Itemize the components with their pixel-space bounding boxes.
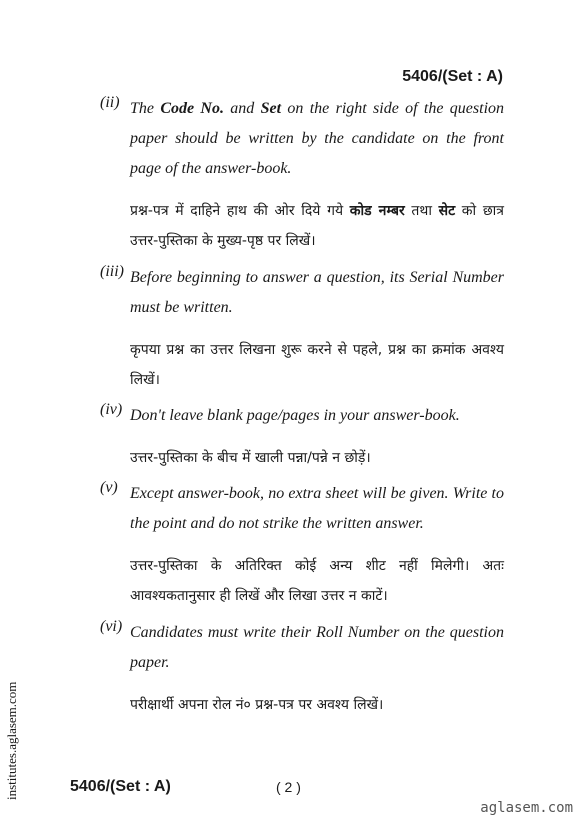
page-number: ( 2 ): [276, 779, 301, 795]
instruction-number: (vi): [100, 618, 123, 635]
instruction-item-ii: [100, 94, 504, 256]
watermark: aglasem.com: [480, 800, 573, 816]
instruction-hindi: उत्तर-पुस्तिका के अतिरिक्त कोई अन्य शीट नहीं मिलेगी। अतः आवश्यकतानुसार ही लिखें और लिखा उत्तर न काटें।: [130, 558, 504, 604]
paper-code-header: 5406/(Set : A): [402, 68, 503, 85]
instruction-item-iv: [100, 401, 504, 473]
instruction-item-iii: [100, 263, 504, 395]
instruction-number: (iii): [100, 263, 124, 280]
instruction-item-vi: [100, 618, 504, 720]
instruction-hindi: उत्तर-पुस्तिका के बीच में खाली पन्ना/पन्ने न छोड़ें।: [130, 450, 371, 466]
set-hindi-emphasis: सेट: [438, 203, 456, 219]
instruction-number: (v): [100, 479, 118, 496]
side-source-text: institutes.aglasem.com: [4, 681, 19, 800]
instruction-english: Candidates must write their Roll Number on the question paper.: [130, 624, 504, 671]
instruction-english: The Code No. and Set on the right side of the question paper should be written by the candidate on the front page of the answer-book.: [130, 100, 505, 177]
instruction-hindi: प्रश्न-पत्र में दाहिने हाथ की ओर दिये गये कोड नम्बर तथा सेट को छात्र उत्तर-पुस्तिका के मुख्य-पृष्ठ पर लिखें।: [130, 203, 505, 249]
set-emphasis: Set: [260, 100, 282, 117]
instruction-english: Don't leave blank page/pages in your answer-book.: [130, 407, 460, 424]
instruction-hindi: परीक्षार्थी अपना रोल नं० प्रश्न-पत्र पर अवश्य लिखें।: [130, 697, 384, 713]
code-number-hindi-emphasis: कोड नम्बर: [349, 203, 405, 219]
instruction-english: Before beginning to answer a question, its Serial Number must be written.: [130, 269, 504, 316]
instruction-number: (ii): [100, 94, 120, 111]
instruction-hindi: कृपया प्रश्न का उत्तर लिखना शुरू करने से पहले, प्रश्न का क्रमांक अवश्य लिखें।: [130, 342, 504, 388]
code-no-emphasis: Code No.: [160, 100, 224, 117]
instruction-english: Except answer-book, no extra sheet will be given. Write to the point and do not strike the written answer.: [130, 485, 504, 532]
instruction-number: (iv): [100, 401, 123, 418]
instruction-item-v: [100, 479, 504, 611]
paper-code-footer: 5406/(Set : A): [70, 778, 171, 795]
